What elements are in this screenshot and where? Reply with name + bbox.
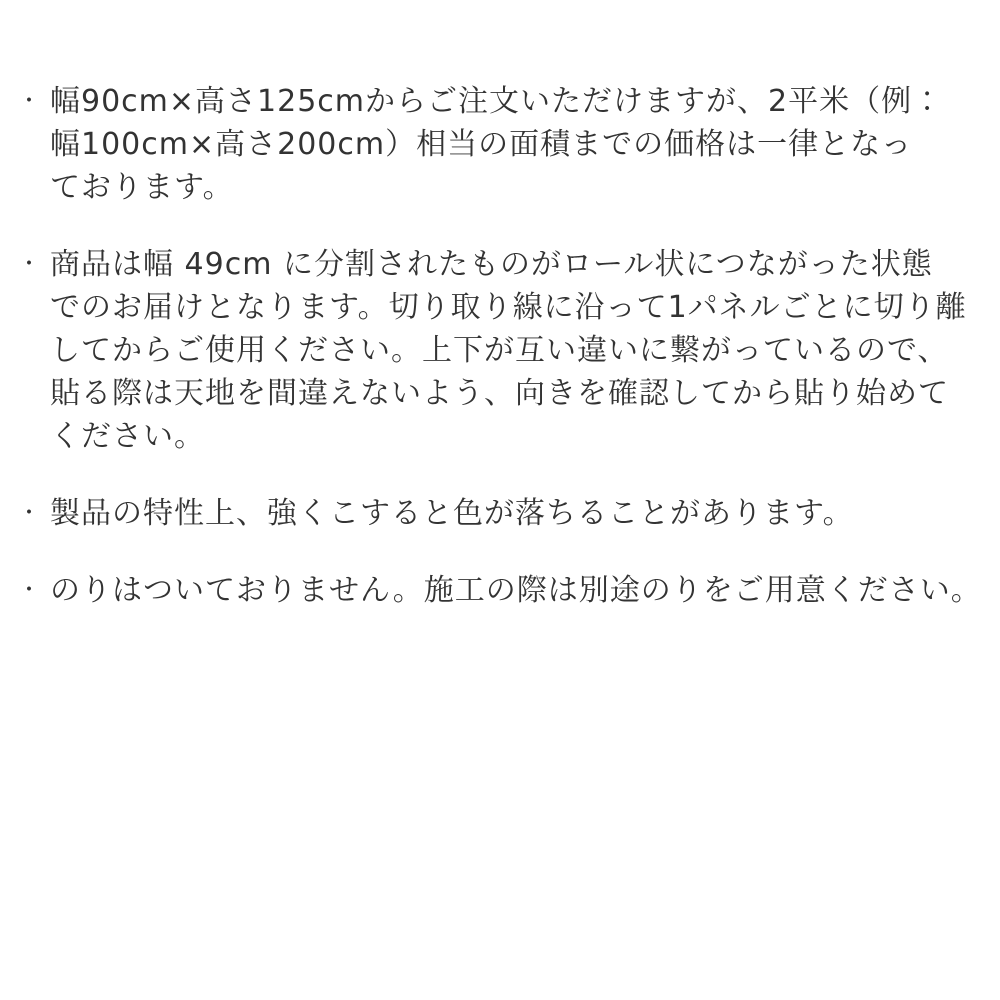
- bullet-item: [14, 569, 990, 612]
- bullet-item: [14, 243, 990, 458]
- bullet-item: [14, 492, 990, 535]
- bullet-marker: ・: [18, 578, 42, 603]
- text-line: してからご使用ください。上下が互い違いに繋がっているので、: [50, 333, 949, 368]
- bullet-marker: ・: [18, 89, 42, 114]
- text-line: 幅100cm×高さ200cm）相当の面積までの価格は一律となっ: [50, 127, 913, 162]
- bullet-text: [50, 569, 990, 612]
- text-line: ください。: [50, 419, 205, 454]
- text-line: のりはついておりません。施工の際は別途のりをご用意ください。: [50, 573, 982, 608]
- bullet-marker: ・: [18, 501, 42, 526]
- text-line: 製品の特性上、強くこすると色が落ちることがあります。: [50, 496, 854, 531]
- text-line: でのお届けとなります。切り取り線に沿って1パネルごとに切り離: [50, 290, 967, 325]
- bullet-marker: ・: [18, 252, 42, 277]
- bullet-item: [14, 80, 990, 209]
- text-line: 幅90cm×高さ125cmからご注文いただけますが、2平米（例：: [50, 84, 944, 119]
- bullet-text: [50, 492, 990, 535]
- bullet-text: [50, 80, 990, 209]
- text-line: 貼る際は天地を間違えないよう、向きを確認してから貼り始めて: [50, 376, 949, 411]
- bullet-text: [50, 243, 990, 458]
- text-line: ております。: [50, 170, 234, 205]
- text-line: 商品は幅 49cm に分割されたものがロール状につながった状態: [50, 247, 933, 282]
